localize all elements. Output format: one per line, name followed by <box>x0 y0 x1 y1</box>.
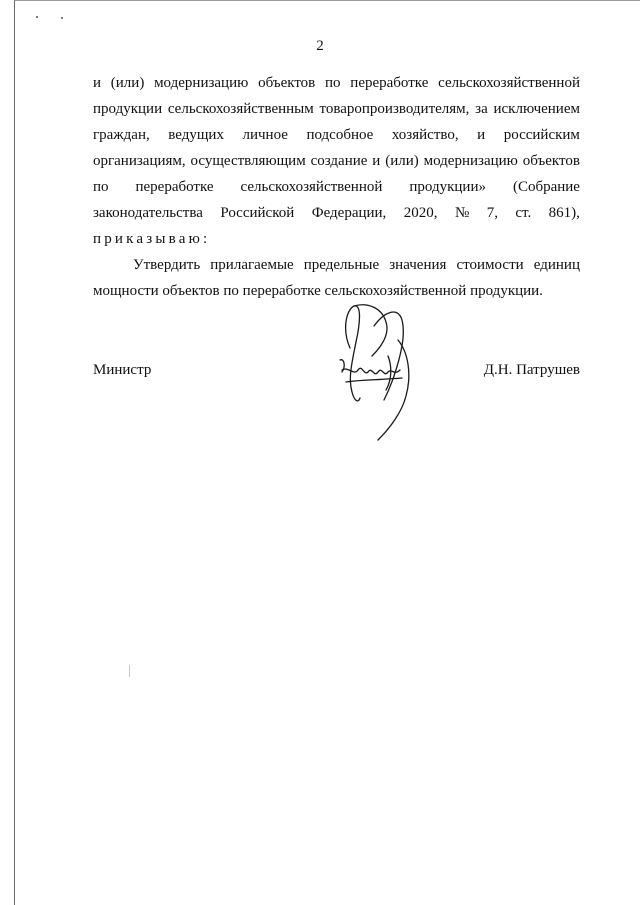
word: переработке <box>350 75 429 91</box>
page-number: 2 <box>316 38 324 54</box>
word: создание <box>310 153 368 169</box>
paragraph-1-line-4 <box>93 152 580 170</box>
word: продукции» <box>409 179 486 195</box>
word: ст. <box>515 205 532 221</box>
order-word <box>93 230 580 248</box>
scan-mark <box>129 665 130 677</box>
paragraph-1-line-6 <box>93 204 580 222</box>
word: значения <box>389 257 447 273</box>
paragraph-2-line-2 <box>93 282 580 300</box>
word: единиц <box>533 257 580 273</box>
word: стоимости <box>456 257 524 273</box>
paragraph-1-line-3 <box>93 126 580 144</box>
word: осуществляющим <box>190 153 306 169</box>
signer-title: Министр <box>93 362 152 378</box>
word: законодательства <box>93 205 203 221</box>
word: по <box>93 179 109 195</box>
paragraph-2-line-1 <box>133 256 580 274</box>
word: российским <box>503 127 580 143</box>
paragraph-1-line-2 <box>93 100 580 118</box>
word: личное <box>242 127 288 143</box>
word: Утвердить <box>133 257 201 273</box>
word: объектов <box>258 75 316 91</box>
word: сельскохозяйственной <box>240 179 383 195</box>
word: модернизацию <box>154 75 249 91</box>
word: и <box>477 127 486 143</box>
word: хозяйство, <box>391 127 459 143</box>
word: прилагаемые <box>210 257 294 273</box>
word: за <box>475 101 488 117</box>
word: Российской <box>220 205 295 221</box>
word: граждан, <box>93 127 150 143</box>
word: и <box>372 153 381 169</box>
word: и <box>93 75 102 91</box>
word: подсобное <box>306 127 374 143</box>
word: № <box>454 205 470 221</box>
word: переработке <box>135 179 214 195</box>
word: организациям, <box>93 153 186 169</box>
scan-speck <box>61 17 63 19</box>
word: предельные <box>303 257 380 273</box>
word: (или) <box>110 75 145 91</box>
word: (Собрание <box>512 179 580 195</box>
signer-name: Д.Н. Патрушев <box>483 362 580 378</box>
word: по <box>325 75 341 91</box>
word: ведущих <box>168 127 224 143</box>
word: модернизацию <box>423 153 518 169</box>
word: продукции <box>93 101 163 117</box>
handwritten-signature <box>328 300 428 442</box>
word: товаропроизводителям, <box>319 101 470 117</box>
paragraph-1-line-1 <box>93 74 580 92</box>
order-word-text: приказываю: <box>93 231 211 247</box>
word: сельскохозяйственной <box>438 75 580 91</box>
word: исключением <box>493 101 580 117</box>
paragraph-1-line-5 <box>93 178 580 196</box>
word: сельскохозяйственным <box>167 101 314 117</box>
scan-speck <box>36 16 38 18</box>
word: 7, <box>486 205 498 221</box>
word: (или) <box>385 153 419 169</box>
word: Федерации, <box>311 205 387 221</box>
word: 861), <box>548 205 580 221</box>
word: 2020, <box>403 205 438 221</box>
paragraph-2-line-2-text: мощности объектов по переработке сельскохозяйственной продукции. <box>93 283 543 299</box>
word: объектов <box>522 153 580 169</box>
